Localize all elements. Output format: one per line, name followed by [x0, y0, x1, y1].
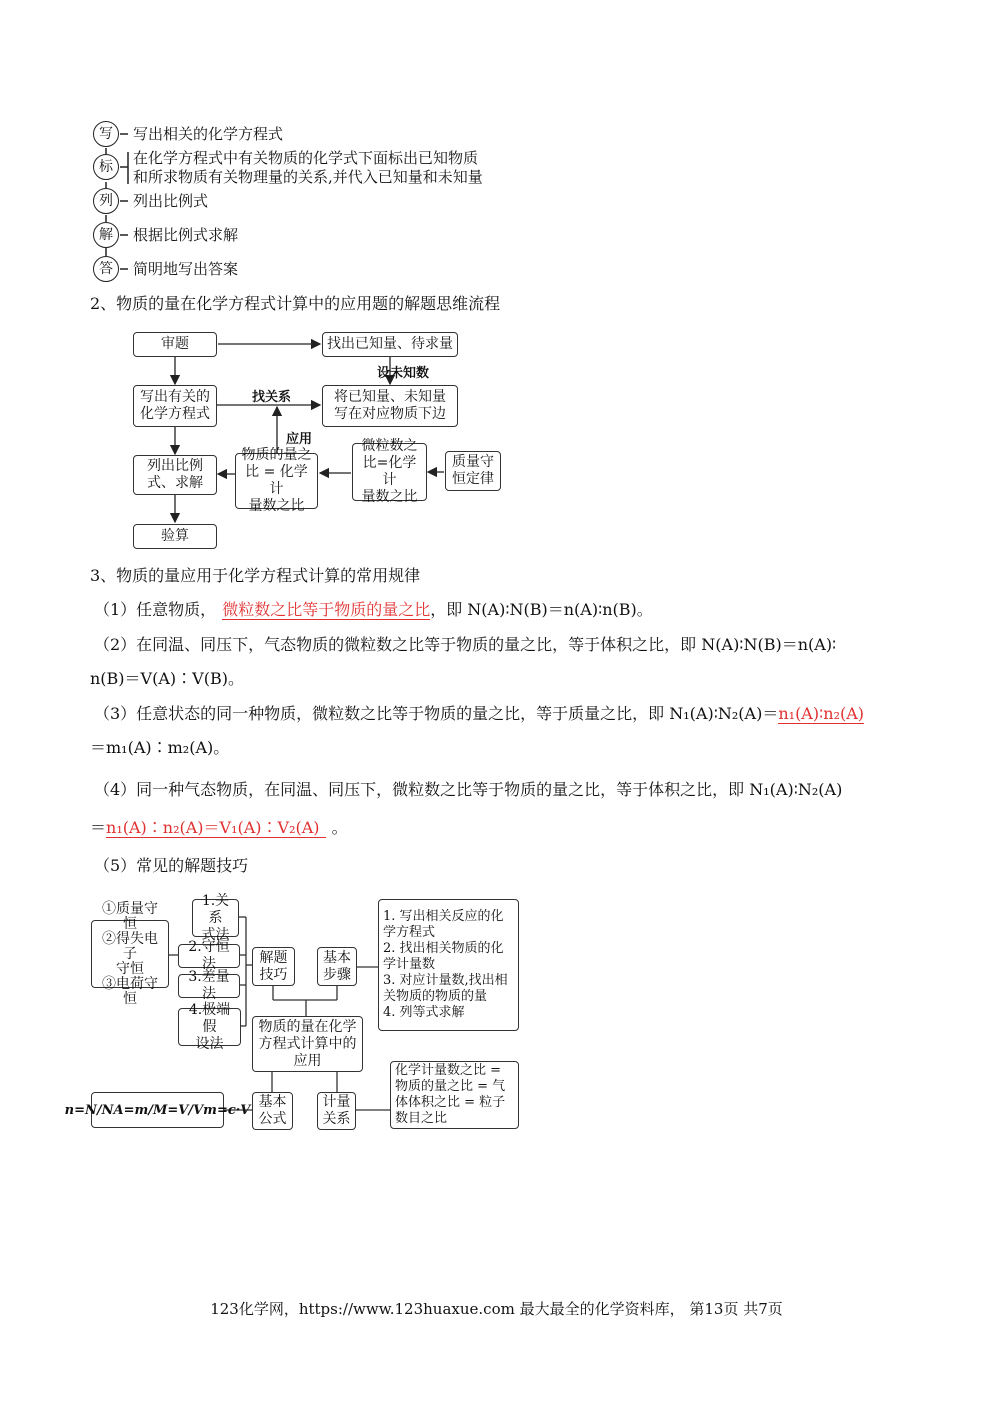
step-write-icon: 写: [93, 121, 119, 147]
step-write-text: 写出相关的化学方程式: [133, 125, 284, 143]
flow-box-liechu: 列出比例 式、求解: [133, 455, 217, 495]
rule4-pre: ＝: [90, 818, 107, 837]
mm-guanxi: 1.关系 式法: [192, 899, 239, 937]
flow-box-zhaochu: 找出已知量、待求量: [322, 332, 458, 357]
flow-box-shenti: 审题: [133, 332, 217, 357]
mm-jieti: 解题 技巧: [252, 947, 295, 986]
step-mark-text-2: 和所求物质有关物理量的关系,并代入已知量和未知量: [133, 168, 483, 186]
mm-center: 物质的量在化学 方程式计算中的 应用: [252, 1016, 363, 1072]
mm-jiduan: 4.极端假 设法: [178, 1008, 241, 1046]
mm-formula: n=N/NA=m/M=V/Vm=c·V: [91, 1092, 224, 1128]
mm-steps: 1. 写出相关反应的化 学方程式 2. 找出相关物质的化 学计量数 3. 对应计量数,找出相 关物质的物质的量 4. 列等式求解: [378, 899, 519, 1031]
flow-label-shewei: 设未知数: [377, 366, 430, 381]
step-solve-icon: 解: [93, 222, 119, 248]
mm-jiben-buzhou: 基本 步骤: [317, 947, 357, 986]
flow-box-weili: 微粒数之 比=化学计 量数之比: [352, 443, 427, 501]
mm-jiliang: 计量 关系: [317, 1092, 356, 1130]
step-list-icon: 列: [93, 188, 119, 214]
step-mark-text: 在化学方程式中有关物质的化学式下面标出已知物质: [133, 149, 479, 167]
step-list-text: 列出比例式: [133, 192, 209, 210]
rule4-line1: （4）同一种气态物质，在同温、同压下，微粒数之比等于物质的量之比，等于体积之比，即 N₁(A)∶N₂(A): [94, 780, 843, 799]
rule1-pre: （1）任意物质，: [94, 600, 217, 619]
flow-box-xiechu: 写出有关的 化学方程式: [133, 385, 217, 427]
step-mark-icon: 标: [93, 154, 119, 180]
rule2-line1: （2）在同温、同压下，气态物质的微粒数之比等于物质的量之比，等于体积之比，即 N(A)∶N(B)＝n(A)∶: [94, 635, 837, 654]
rule3-pre: （3）任意状态的同一种物质，微粒数之比等于物质的量之比，等于质量之比，即 N₁(A)∶N₂(A)＝: [94, 704, 779, 723]
rule3-answer: n₁(A)∶n₂(A): [778, 704, 865, 723]
rule1-post: ，即 N(A)∶N(B)＝n(A)∶n(B)。: [430, 600, 653, 619]
flow-label-zhaoguanxi: 找关系: [252, 390, 292, 405]
section2-title: 2、物质的量在化学方程式计算中的应用题的解题思维流程: [90, 294, 501, 313]
mm-chaliang: 3.差量法: [178, 974, 240, 998]
mm-shouheng: ①质量守恒 ②得失电子 守恒 ③电荷守恒: [91, 920, 169, 988]
mm-ratio: 化学计量数之比 = 物质的量之比 = 气 体体积之比 = 粒子 数目之比: [390, 1061, 519, 1129]
rule1-answer: 微粒数之比等于物质的量之比: [222, 600, 431, 619]
rule5-title: （5）常见的解题技巧: [94, 856, 249, 875]
rule4-answer: n₁(A)∶n₂(A)＝V₁(A)∶V₂(A): [106, 818, 326, 838]
step-answer-text: 简明地写出答案: [133, 260, 239, 278]
flow-box-jiang: 将已知量、未知量 写在对应物质下边: [322, 385, 458, 427]
flow-box-zhiliang: 质量守 恒定律: [445, 451, 501, 491]
rule4-post: 。: [331, 818, 348, 837]
section3-title: 3、物质的量应用于化学方程式计算的常用规律: [90, 566, 421, 585]
page-footer: 123化学网，https://www.123huaxue.com 最大最全的化学资料库， 第13页 共7页: [210, 1300, 783, 1318]
flow-box-yansuan: 验算: [133, 524, 217, 549]
rule2-line2: n(B)＝V(A)∶V(B)。: [90, 669, 244, 688]
rule3-line2: ＝m₁(A)∶m₂(A)。: [90, 738, 230, 757]
flow-label-yingyong: 应用: [286, 432, 313, 447]
step-answer-icon: 答: [93, 256, 119, 282]
step-solve-text: 根据比例式求解: [133, 226, 239, 244]
mm-shouhengfa: 2.守恒法: [178, 944, 240, 968]
mm-jiben-gongshi: 基本 公式: [252, 1092, 293, 1130]
flow-box-wuzhi: 物质的量之 比 = 化学计 量数之比: [235, 453, 318, 509]
